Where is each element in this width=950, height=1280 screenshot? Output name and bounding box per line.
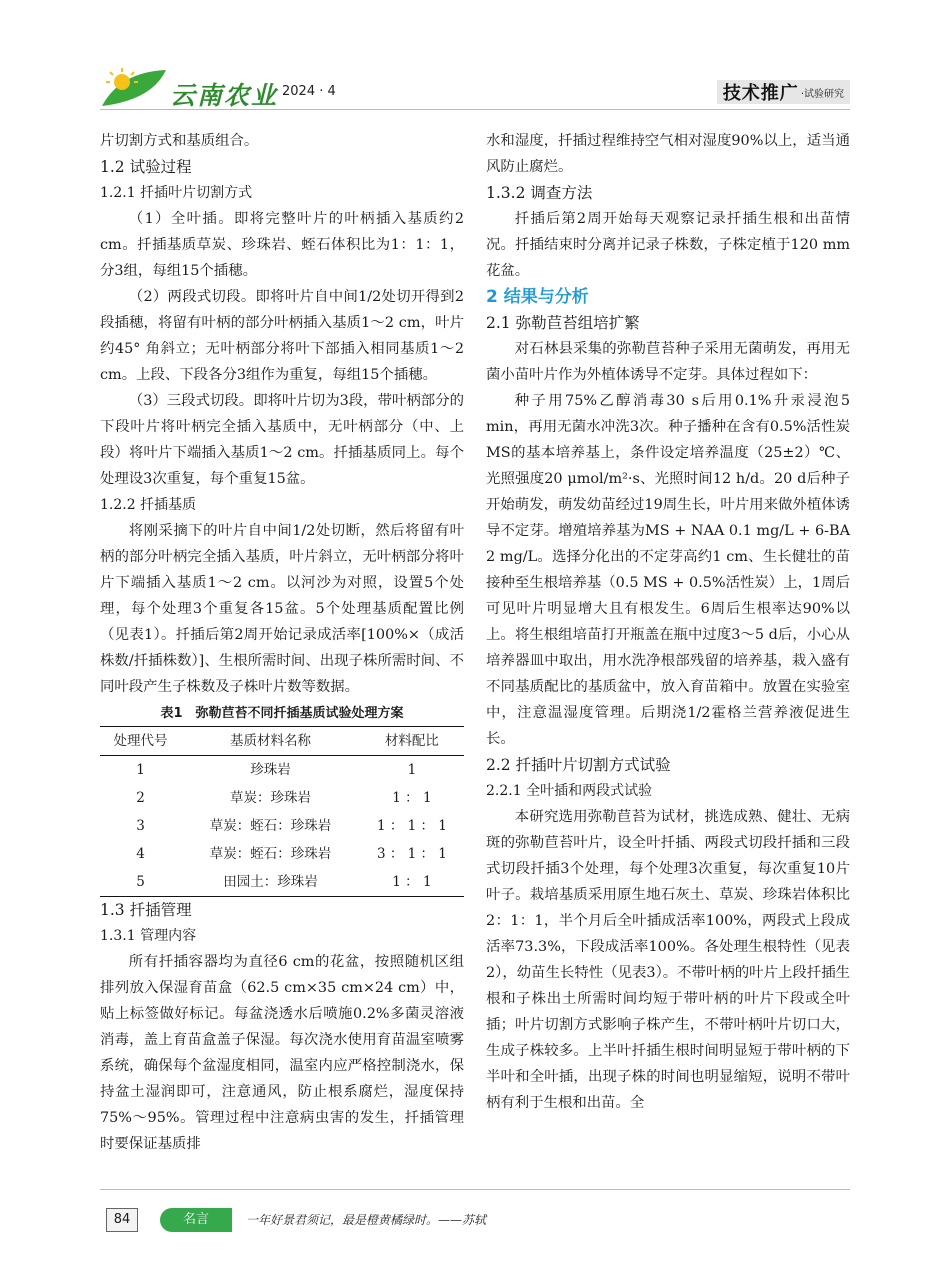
- paragraph: 对石林县采集的弥勒苣苔种子采用无菌萌发，再用无菌小苗叶片作为外植体诱导不定芽。具体过程如下：: [486, 341, 850, 383]
- heading-2: 2 结果与分析: [486, 287, 589, 307]
- table-row: [100, 868, 464, 897]
- paragraph: （2）两段式切段。即将叶片自中间1/2处切开得到2段插穗，将留有叶柄的部分叶柄插入基质1～2 cm，叶片约45° 角斜立；无叶柄部分将叶下部插入相同基质1～2 cm。上段、下段各分3组作为重复，每组15个插穗。: [100, 289, 464, 383]
- paragraph: （3）三段式切段。即将叶片切为3段，带叶柄部分的下段叶片将叶柄完全插入基质中，无叶柄部分（中、上段）将叶片下端插入基质1～2 cm。扦插基质同上。每个处理设3次重复，每个重复15盆。: [100, 393, 464, 487]
- paragraph: 水和湿度，扦插过程维持空气相对湿度90%以上，适当通风防止腐烂。: [486, 133, 850, 175]
- section-tag: [717, 80, 850, 104]
- treatment-table: [100, 726, 464, 897]
- section-subtitle: ·试验研究: [800, 88, 844, 100]
- table-row: [100, 784, 464, 812]
- table-cell: 3: [136, 818, 145, 834]
- table-header-row: [100, 727, 464, 756]
- issue-number: 2024 · 4: [282, 84, 336, 99]
- table-header-cell: 材料配比: [360, 727, 464, 756]
- table-cell: 1 ： 1: [392, 790, 432, 806]
- table-cell: 草炭：蛭石：珍珠岩: [209, 846, 332, 862]
- paragraph: 将刚采摘下的叶片自中间1/2处切断，然后将留有叶柄的部分叶柄完全插入基质，叶片斜立，无叶柄部分将叶片下端插入基质1～2 cm。以河沙为对照，设置5个处理，每个处理3个重复各15盆。5个处理基质配置比例（见表1）。扦插后第2周开始记录成活率[100%×（成活株数/扦插株数）]、生根所需时间、出现子株所需时间、不同叶段产生子株数及子株叶片数等数据。: [100, 523, 464, 695]
- heading-2-2-1: 2.2.1 全叶插和两段式试验: [486, 783, 653, 799]
- page-header: [100, 62, 850, 108]
- section-title: 技术推广: [722, 83, 799, 104]
- table-cell: 草炭：珍珠岩: [229, 790, 311, 806]
- paragraph: 本研究选用弥勒苣苔为试材，挑选成熟、健壮、无病斑的弥勒苣苔叶片，设全叶扦插、两段式切段扦插和三段式切段扦插3个处理，每个处理3次重复，每次重复10片叶子。栽培基质采用原生地石灰土、草炭、珍珠岩体积比2：1：1，半个月后全叶插成活率100%，两段式上段成活率73.3%，下段成活率100%。各处理生根特性（见表2），幼苗生长特性（见表3）。不带叶柄的叶片上段扦插生根和子株出土所需时间均短于带叶柄的叶片下段或全叶插；叶片切割方式影响子株产生，不带叶柄叶片切口大，生成子株较多。上半叶扦插生根时间明显短于带叶柄的下半叶和全叶插，出现子株的时间也明显缩短，说明不带叶柄有利于生根和出苗。全: [486, 809, 850, 1111]
- table-cell: 3 ： 1 ： 1: [376, 846, 447, 862]
- paragraph: 片切割方式和基质组合。: [100, 133, 259, 149]
- table-cell: 5: [100, 868, 181, 897]
- table-cell: 4: [136, 846, 145, 862]
- heading-1-2-2: 1.2.2 扦插基质: [100, 497, 197, 513]
- table-cell: 1 ： 1: [360, 868, 464, 897]
- heading-2-2: 2.2 扦插叶片切割方式试验: [486, 756, 671, 774]
- heading-1-3-2: 1.3.2 调查方法: [486, 184, 593, 202]
- paragraph: 扦插后第2周开始每天观察记录扦插生根和出苗情况。扦插结束时分离并记录子株数，子株定植于120 mm花盆。: [486, 211, 850, 279]
- table-cell: 草炭：蛭石：珍珠岩: [209, 818, 332, 834]
- header-divider: [100, 109, 850, 110]
- paragraph: 种子用75%乙醇消毒30 s后用0.1%升汞浸泡5 min，再用无菌水冲洗3次。种子播种在含有0.5%活性炭MS的基本培养基上，条件设定培养温度（25±2）℃、光照强度20 μmol/m²·s、光照时间12 h/d。20 d后种子开始萌发，萌发幼苗经过19周生长，叶片用来做外植体诱导不定芽。增殖培养基为MS + NAA 0.1 mg/L + 6-BA 2 mg/L。选择分化出的不定芽高约1 cm、生长健壮的苗接种至生根培养基（0.5 MS + 0.5%活性炭）上，1周后可见叶片明显增大且有根发生。6周后生根率达90%以上。将生根组培苗打开瓶盖在瓶中过度3～5 d后，小心从培养器皿中取出，用水洗净根部残留的培养基，栽入盛有不同基质配比的基质盆中，放入育苗箱中。放置在实验室中，注意温湿度管理。后期浇1/2霍格兰营养液促进生长。: [486, 393, 850, 747]
- magazine-logo-icon: [100, 66, 168, 110]
- heading-1-2: 1.2 试验过程: [100, 158, 192, 176]
- paragraph: （1）全叶插。即将完整叶片的叶柄插入基质约2 cm。扦插基质草炭、珍珠岩、蛭石体积比为1：1：1，分3组，每组15个插穗。: [100, 211, 464, 279]
- footer-divider: [100, 1189, 850, 1190]
- heading-2-1: 2.1 弥勒苣苔组培扩繁: [486, 314, 640, 332]
- page-footer: [100, 1205, 850, 1235]
- heading-1-3: 1.3 扦插管理: [100, 901, 192, 919]
- right-column: [486, 128, 850, 1116]
- heading-1-3-1: 1.3.1 管理内容: [100, 928, 197, 944]
- table-row: [100, 812, 464, 840]
- table-cell: 1 ： 1 ： 1: [376, 818, 447, 834]
- table-caption: 表1 弥勒苣苔不同扦插基质试验处理方案: [160, 706, 404, 721]
- quote-tag: 名言: [160, 1208, 232, 1232]
- table-cell: 珍珠岩: [250, 762, 291, 778]
- magazine-title: 云南农业: [170, 81, 279, 110]
- table-cell: 1: [136, 762, 145, 778]
- left-column: [100, 128, 464, 1157]
- table-header-cell: 处理代号: [100, 727, 181, 756]
- table-row: [100, 840, 464, 868]
- table-row: [100, 756, 464, 785]
- table-cell: 田园土：珍珠岩: [181, 868, 360, 897]
- table-cell: 2: [136, 790, 145, 806]
- table-header-cell: 基质材料名称: [181, 727, 360, 756]
- table-cell: 1: [407, 762, 417, 778]
- footer-quote: 一年好景君须记，最是橙黄橘绿时。——苏轼: [246, 1213, 487, 1227]
- paragraph: 所有扦插容器均为直径6 cm的花盆，按照随机区组排列放入保湿育苗盒（62.5 cm×35 cm×24 cm）中，贴上标签做好标记。每盆浇透水后喷施0.2%多菌灵溶液消毒，盖上育苗盒盖子保湿。每次浇水使用育苗温室喷雾系统，确保每个盆湿度相同，温室内应严格控制浇水，保持盆土湿润即可，注意通风，防止根系腐烂，湿度保持75%～95%。管理过程中注意病虫害的发生，扦插管理时要保证基质排: [100, 954, 464, 1152]
- heading-1-2-1: 1.2.1 扦插叶片切割方式: [100, 185, 253, 201]
- page-number: 84: [106, 1208, 138, 1232]
